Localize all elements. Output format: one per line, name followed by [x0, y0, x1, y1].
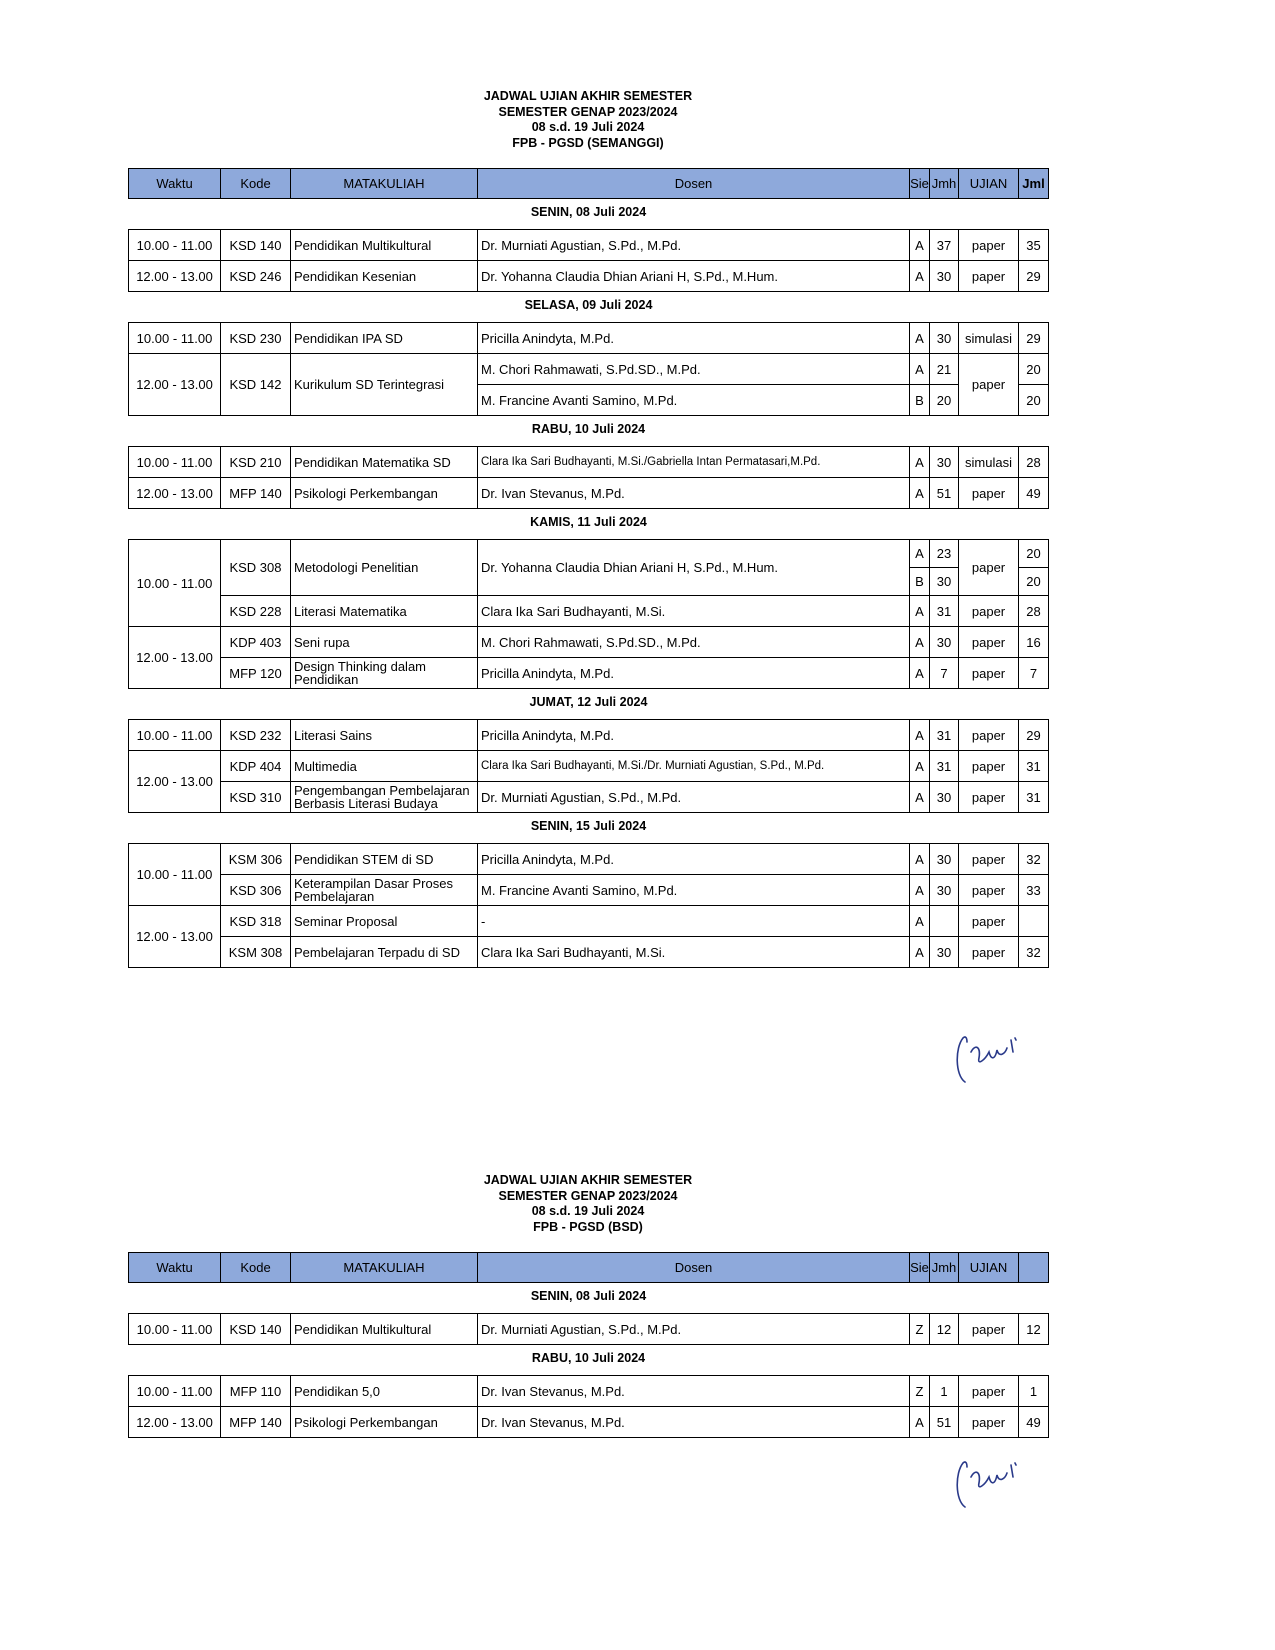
matakuliah-cell: Literasi Matematika — [291, 596, 478, 627]
matakuliah-cell: Psikologi Perkembangan — [291, 1407, 478, 1438]
dosen-cell: Dr. Ivan Stevanus, M.Pd. — [478, 1376, 910, 1407]
waktu-cell: 12.00 - 13.00 — [129, 751, 221, 813]
jmh-cell: 37 — [930, 230, 959, 261]
kode-cell: KSD 306 — [221, 875, 291, 906]
day-header — [129, 689, 1049, 716]
table-row — [129, 751, 1049, 782]
sie-cell: A — [910, 447, 930, 478]
waktu-cell: 10.00 - 11.00 — [129, 720, 221, 751]
sie-cell: A — [910, 261, 930, 292]
day-label: RABU, 10 Juli 2024 — [531, 1351, 646, 1365]
col-header-dosen: Dosen — [478, 169, 910, 199]
dosen-cell: Dr. Murniati Agustian, S.Pd., M.Pd. — [478, 230, 910, 261]
col-header-ujian: UJIAN — [959, 169, 1019, 199]
waktu-cell: 10.00 - 11.00 — [129, 1376, 221, 1407]
day-header — [129, 292, 1049, 319]
ujian-cell: paper — [959, 478, 1019, 509]
sie-cell: A — [910, 875, 930, 906]
ujian-cell: paper — [959, 875, 1019, 906]
kode-cell: KSM 308 — [221, 937, 291, 968]
day-label: SENIN, 08 Juli 2024 — [530, 1289, 647, 1303]
ujian-cell: paper — [959, 596, 1019, 627]
waktu-cell: 10.00 - 11.00 — [129, 540, 221, 627]
sie-cell: B — [910, 568, 930, 596]
sie-cell: A — [910, 937, 930, 968]
col-header-jmh: Jmh — [930, 169, 959, 199]
jmh-cell: 51 — [930, 1407, 959, 1438]
col-header-ujian: UJIAN — [959, 1253, 1019, 1283]
jml-cell: 32 — [1019, 937, 1049, 968]
ujian-cell: paper — [959, 261, 1019, 292]
jml-cell: 20 — [1019, 540, 1049, 568]
waktu-cell: 10.00 - 11.00 — [129, 844, 221, 906]
ujian-cell: paper — [959, 906, 1019, 937]
jml-cell: 31 — [1019, 782, 1049, 813]
dosen-cell: M. Chori Rahmawati, S.Pd.SD., M.Pd. — [478, 627, 910, 658]
kode-cell: KSD 318 — [221, 906, 291, 937]
ujian-cell: paper — [959, 1376, 1019, 1407]
table-row — [129, 447, 1049, 478]
jml-cell: 1 — [1019, 1376, 1049, 1407]
sie-cell: Z — [910, 1376, 930, 1407]
day-header — [129, 1345, 1049, 1372]
sie-cell: A — [910, 782, 930, 813]
jml-cell: 20 — [1019, 568, 1049, 596]
table-row — [129, 1314, 1049, 1345]
sie-cell: A — [910, 540, 930, 568]
waktu-cell: 12.00 - 13.00 — [129, 261, 221, 292]
day-header — [129, 416, 1049, 443]
jml-cell: 12 — [1019, 1314, 1049, 1345]
matakuliah-cell: Pendidikan Matematika SD — [291, 447, 478, 478]
day-label: KAMIS, 11 Juli 2024 — [530, 515, 647, 529]
table-row — [129, 1407, 1049, 1438]
ujian-cell: paper — [959, 844, 1019, 875]
jml-cell: 28 — [1019, 596, 1049, 627]
sie-cell: A — [910, 1407, 930, 1438]
dosen-cell: Dr. Ivan Stevanus, M.Pd. — [478, 478, 910, 509]
day-header — [129, 813, 1049, 840]
matakuliah-cell: Psikologi Perkembangan — [291, 478, 478, 509]
signature-1 — [955, 1030, 1035, 1088]
dosen-cell: Dr. Murniati Agustian, S.Pd., M.Pd. — [478, 1314, 910, 1345]
sie-cell: A — [910, 478, 930, 509]
jmh-cell: 30 — [930, 261, 959, 292]
jmh-cell: 31 — [930, 720, 959, 751]
sie-cell: A — [910, 230, 930, 261]
table-row — [129, 354, 1049, 385]
doc2-schedule-table — [128, 1252, 1049, 1438]
jmh-cell: 7 — [930, 658, 959, 689]
jmh-cell: 1 — [930, 1376, 959, 1407]
dosen-cell: Clara Ika Sari Budhayanti, M.Si. — [478, 937, 910, 968]
ujian-cell: paper — [959, 627, 1019, 658]
jmh-cell: 30 — [930, 875, 959, 906]
dosen-cell: - — [478, 906, 910, 937]
waktu-cell: 12.00 - 13.00 — [129, 354, 221, 416]
matakuliah-cell: Pendidikan Kesenian — [291, 261, 478, 292]
day-label: SENIN, 08 Juli 2024 — [530, 205, 647, 219]
dosen-cell: Pricilla Anindyta, M.Pd. — [478, 720, 910, 751]
kode-cell: KDP 403 — [221, 627, 291, 658]
jml-cell: 7 — [1019, 658, 1049, 689]
dosen-cell: Dr. Yohanna Claudia Dhian Ariani H, S.Pd., M.Hum. — [478, 261, 910, 292]
jmh-cell: 30 — [930, 447, 959, 478]
ujian-cell: simulasi — [959, 323, 1019, 354]
sie-cell: A — [910, 658, 930, 689]
col-header-jmh: Jmh — [930, 1253, 959, 1283]
table-row — [129, 230, 1049, 261]
kode-cell: MFP 120 — [221, 658, 291, 689]
doc1-schedule — [128, 168, 1048, 968]
ujian-cell: paper — [959, 354, 1019, 416]
sie-cell: B — [910, 385, 930, 416]
dosen-cell: M. Francine Avanti Samino, M.Pd. — [478, 385, 910, 416]
sie-cell: Z — [910, 1314, 930, 1345]
col-header-jml-empty — [1019, 1253, 1049, 1283]
jml-cell: 29 — [1019, 720, 1049, 751]
table-row — [129, 540, 1049, 568]
doc2-title-line-2: SEMESTER GENAP 2023/2024 — [498, 1188, 678, 1203]
kode-cell: KSD 228 — [221, 596, 291, 627]
table-row — [129, 782, 1049, 813]
sie-cell: A — [910, 751, 930, 782]
ujian-cell: paper — [959, 1314, 1019, 1345]
jml-cell: 20 — [1019, 354, 1049, 385]
jmh-cell: 30 — [930, 782, 959, 813]
doc1-title-line-2: SEMESTER GENAP 2023/2024 — [498, 104, 678, 119]
matakuliah-cell: Seni rupa — [291, 627, 478, 658]
table-row — [129, 875, 1049, 906]
ujian-cell: paper — [959, 540, 1019, 596]
jml-cell — [1019, 906, 1049, 937]
table-row — [129, 658, 1049, 689]
kode-cell: KSD 140 — [221, 1314, 291, 1345]
jmh-cell: 23 — [930, 540, 959, 568]
kode-cell: KSD 140 — [221, 230, 291, 261]
dosen-cell: Dr. Murniati Agustian, S.Pd., M.Pd. — [478, 782, 910, 813]
dosen-cell: Pricilla Anindyta, M.Pd. — [478, 323, 910, 354]
matakuliah-cell: Pendidikan Multikultural — [291, 230, 478, 261]
day-header — [129, 199, 1049, 226]
dosen-cell: Dr. Yohanna Claudia Dhian Ariani H, S.Pd., M.Hum. — [478, 540, 910, 596]
jml-cell: 16 — [1019, 627, 1049, 658]
day-label: RABU, 10 Juli 2024 — [531, 422, 646, 436]
jml-cell: 32 — [1019, 844, 1049, 875]
col-header-waktu: Waktu — [129, 1253, 221, 1283]
table-header-row — [129, 169, 1049, 199]
signature-2 — [955, 1455, 1035, 1513]
kode-cell: KSD 246 — [221, 261, 291, 292]
waktu-cell: 12.00 - 13.00 — [129, 1407, 221, 1438]
kode-cell: MFP 140 — [221, 478, 291, 509]
ujian-cell: paper — [959, 658, 1019, 689]
jmh-cell: 20 — [930, 385, 959, 416]
waktu-cell: 12.00 - 13.00 — [129, 627, 221, 689]
table-row — [129, 937, 1049, 968]
jml-cell: 49 — [1019, 1407, 1049, 1438]
doc1-title-line-3: 08 s.d. 19 Juli 2024 — [531, 120, 645, 134]
jml-cell: 29 — [1019, 323, 1049, 354]
waktu-cell: 10.00 - 11.00 — [129, 230, 221, 261]
table-row — [129, 596, 1049, 627]
jmh-cell: 51 — [930, 478, 959, 509]
matakuliah-cell: Kurikulum SD Terintegrasi — [291, 354, 478, 416]
sie-cell: A — [910, 596, 930, 627]
sie-cell: A — [910, 627, 930, 658]
ujian-cell: paper — [959, 720, 1019, 751]
kode-cell: MFP 140 — [221, 1407, 291, 1438]
kode-cell: KSD 310 — [221, 782, 291, 813]
doc1-schedule-table — [128, 168, 1049, 968]
matakuliah-cell: Pendidikan IPA SD — [291, 323, 478, 354]
jml-cell: 31 — [1019, 751, 1049, 782]
ujian-cell: paper — [959, 937, 1019, 968]
doc1-title-line-1: JADWAL UJIAN AKHIR SEMESTER — [483, 89, 693, 103]
matakuliah-cell: Pendidikan 5,0 — [291, 1376, 478, 1407]
kode-cell: KSD 142 — [221, 354, 291, 416]
kode-cell: KSD 210 — [221, 447, 291, 478]
waktu-cell: 12.00 - 13.00 — [129, 478, 221, 509]
waktu-cell: 10.00 - 11.00 — [129, 1314, 221, 1345]
table-header-row — [129, 1253, 1049, 1283]
matakuliah-cell: Seminar Proposal — [291, 906, 478, 937]
waktu-cell: 10.00 - 11.00 — [129, 447, 221, 478]
jmh-cell: 30 — [930, 627, 959, 658]
jml-cell: 33 — [1019, 875, 1049, 906]
col-header-matakuliah: MATAKULIAH — [291, 169, 478, 199]
doc1-title-line-4: FPB - PGSD (SEMANGGI) — [512, 135, 664, 150]
ujian-cell: paper — [959, 751, 1019, 782]
ujian-cell: simulasi — [959, 447, 1019, 478]
jmh-cell: 12 — [930, 1314, 959, 1345]
dosen-cell: M. Francine Avanti Samino, M.Pd. — [478, 875, 910, 906]
ujian-cell: paper — [959, 230, 1019, 261]
doc2-title-line-1: JADWAL UJIAN AKHIR SEMESTER — [483, 1173, 693, 1187]
dosen-cell: Clara Ika Sari Budhayanti, M.Si./Gabriella Intan Permatasari,M.Pd. — [478, 447, 910, 478]
matakuliah-cell: Pendidikan STEM di SD — [291, 844, 478, 875]
kode-cell: KSM 306 — [221, 844, 291, 875]
day-header — [129, 1283, 1049, 1310]
kode-cell: KSD 232 — [221, 720, 291, 751]
matakuliah-cell: Metodologi Penelitian — [291, 540, 478, 596]
kode-cell: KSD 308 — [221, 540, 291, 596]
table-row — [129, 844, 1049, 875]
jml-cell: 28 — [1019, 447, 1049, 478]
dosen-cell: Pricilla Anindyta, M.Pd. — [478, 658, 910, 689]
matakuliah-cell: Literasi Sains — [291, 720, 478, 751]
day-label: JUMAT, 12 Juli 2024 — [529, 695, 648, 709]
col-header-sie: Sie — [910, 1253, 930, 1283]
col-header-kode: Kode — [221, 169, 291, 199]
table-row — [129, 261, 1049, 292]
kode-cell: MFP 110 — [221, 1376, 291, 1407]
waktu-cell: 10.00 - 11.00 — [129, 323, 221, 354]
doc2-schedule — [128, 1252, 1048, 1438]
jmh-cell: 30 — [930, 323, 959, 354]
dosen-cell: Clara Ika Sari Budhayanti, M.Si. — [478, 596, 910, 627]
sie-cell: A — [910, 720, 930, 751]
col-header-jml: Jml — [1019, 169, 1049, 199]
matakuliah-cell: Multimedia — [291, 751, 478, 782]
doc2-title-line-4: FPB - PGSD (BSD) — [533, 1219, 643, 1234]
matakuliah-cell: Pembelajaran Terpadu di SD — [291, 937, 478, 968]
table-row — [129, 478, 1049, 509]
jmh-cell: 21 — [930, 354, 959, 385]
day-header — [129, 509, 1049, 536]
ujian-cell: paper — [959, 1407, 1019, 1438]
matakuliah-cell: Keterampilan Dasar Proses Pembelajaran — [291, 875, 478, 906]
col-header-waktu: Waktu — [129, 169, 221, 199]
jml-cell: 35 — [1019, 230, 1049, 261]
table-row — [129, 323, 1049, 354]
sie-cell: A — [910, 354, 930, 385]
table-row — [129, 720, 1049, 751]
sie-cell: A — [910, 906, 930, 937]
col-header-sie: Sie — [910, 169, 930, 199]
day-label: SELASA, 09 Juli 2024 — [524, 298, 653, 312]
waktu-cell: 12.00 - 13.00 — [129, 906, 221, 968]
jmh-cell: 30 — [930, 844, 959, 875]
kode-cell: KSD 230 — [221, 323, 291, 354]
col-header-kode: Kode — [221, 1253, 291, 1283]
dosen-cell: Dr. Ivan Stevanus, M.Pd. — [478, 1407, 910, 1438]
jmh-cell: 30 — [930, 568, 959, 596]
jml-cell: 20 — [1019, 385, 1049, 416]
jmh-cell: 31 — [930, 751, 959, 782]
sie-cell: A — [910, 844, 930, 875]
sie-cell: A — [910, 323, 930, 354]
dosen-cell: Pricilla Anindyta, M.Pd. — [478, 844, 910, 875]
matakuliah-cell: Design Thinking dalam Pendidikan — [291, 658, 478, 689]
table-row — [129, 906, 1049, 937]
col-header-matakuliah: MATAKULIAH — [291, 1253, 478, 1283]
kode-cell: KDP 404 — [221, 751, 291, 782]
day-label: SENIN, 15 Juli 2024 — [530, 819, 647, 833]
jmh-cell: 30 — [930, 937, 959, 968]
table-row — [129, 627, 1049, 658]
col-header-dosen: Dosen — [478, 1253, 910, 1283]
doc1-title — [128, 89, 1048, 151]
matakuliah-cell: Pengembangan Pembelajaran Berbasis Literasi Budaya — [291, 782, 478, 813]
doc2-title — [128, 1173, 1048, 1235]
table-row — [129, 1376, 1049, 1407]
ujian-cell: paper — [959, 782, 1019, 813]
jmh-cell — [930, 906, 959, 937]
doc2-title-line-3: 08 s.d. 19 Juli 2024 — [531, 1204, 645, 1218]
dosen-cell: Clara Ika Sari Budhayanti, M.Si./Dr. Murniati Agustian, S.Pd., M.Pd. — [478, 751, 910, 782]
dosen-cell: M. Chori Rahmawati, S.Pd.SD., M.Pd. — [478, 354, 910, 385]
jml-cell: 49 — [1019, 478, 1049, 509]
jmh-cell: 31 — [930, 596, 959, 627]
matakuliah-cell: Pendidikan Multikultural — [291, 1314, 478, 1345]
jml-cell: 29 — [1019, 261, 1049, 292]
